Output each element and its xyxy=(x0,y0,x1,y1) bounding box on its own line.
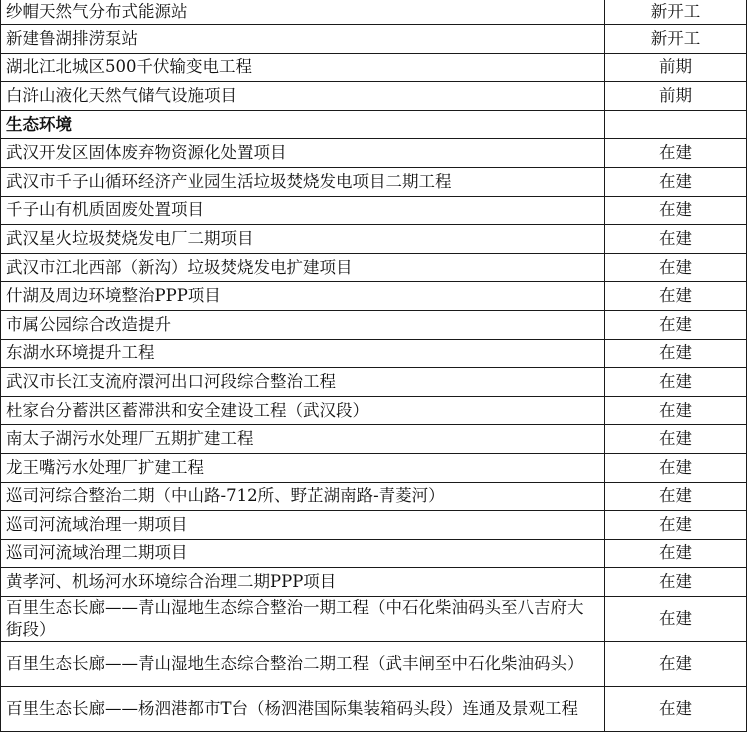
project-status: 在建 xyxy=(605,482,747,511)
table-row xyxy=(1,339,747,368)
project-name: 杜家台分蓄洪区蓄滞洪和安全建设工程（武汉段） xyxy=(1,396,605,425)
table-row xyxy=(1,568,747,597)
project-status: 在建 xyxy=(605,425,747,454)
project-name: 千子山有机质固废处置项目 xyxy=(1,196,605,225)
project-status: 在建 xyxy=(605,310,747,339)
project-name: 白浒山液化天然气储气设施项目 xyxy=(1,82,605,111)
table-row xyxy=(1,368,747,397)
project-name: 新建鲁湖排涝泵站 xyxy=(1,25,605,54)
project-status: 在建 xyxy=(605,453,747,482)
project-status: 在建 xyxy=(605,167,747,196)
project-status: 在建 xyxy=(605,253,747,282)
project-name: 百里生态长廊——杨泗港都市T台（杨泗港国际集装箱码头段）连通及景观工程 xyxy=(1,686,605,731)
project-status: 在建 xyxy=(605,196,747,225)
project-name: 巡司河综合整治二期（中山路-712所、野芷湖南路-青菱河） xyxy=(1,482,605,511)
project-name: 武汉星火垃圾焚烧发电厂二期项目 xyxy=(1,225,605,254)
table-row xyxy=(1,482,747,511)
project-name: 南太子湖污水处理厂五期扩建工程 xyxy=(1,425,605,454)
table-row xyxy=(1,453,747,482)
project-status: 前期 xyxy=(605,82,747,111)
section-title: 生态环境 xyxy=(1,110,605,139)
project-name: 湖北江北城区500千伏输变电工程 xyxy=(1,53,605,82)
project-status: 在建 xyxy=(605,511,747,540)
project-name: 市属公园综合改造提升 xyxy=(1,310,605,339)
section-status xyxy=(605,110,747,139)
project-status: 在建 xyxy=(605,396,747,425)
table-row xyxy=(1,53,747,82)
project-status: 在建 xyxy=(605,686,747,731)
table-row xyxy=(1,225,747,254)
table-row xyxy=(1,0,747,25)
project-status: 在建 xyxy=(605,368,747,397)
table-row xyxy=(1,167,747,196)
table-row xyxy=(1,641,747,686)
project-name: 纱帽天然气分布式能源站 xyxy=(1,0,605,25)
project-name: 武汉市江北西部（新沟）垃圾焚烧发电扩建项目 xyxy=(1,253,605,282)
table-row xyxy=(1,396,747,425)
project-name: 什湖及周边环境整治PPP项目 xyxy=(1,282,605,311)
project-name: 百里生态长廊——青山湿地生态综合整治二期工程（武丰闸至中石化柴油码头） xyxy=(1,641,605,686)
project-status: 在建 xyxy=(605,282,747,311)
project-status: 在建 xyxy=(605,596,747,641)
project-name: 龙王嘴污水处理厂扩建工程 xyxy=(1,453,605,482)
table-row xyxy=(1,196,747,225)
section-header-row xyxy=(1,110,747,139)
table-row xyxy=(1,253,747,282)
project-name: 巡司河流域治理二期项目 xyxy=(1,539,605,568)
table-row xyxy=(1,282,747,311)
project-name: 武汉市长江支流府澴河出口河段综合整治工程 xyxy=(1,368,605,397)
project-status: 在建 xyxy=(605,139,747,168)
project-status: 在建 xyxy=(605,225,747,254)
table-row xyxy=(1,425,747,454)
project-status: 在建 xyxy=(605,339,747,368)
table-row xyxy=(1,82,747,111)
table-row xyxy=(1,310,747,339)
table-row xyxy=(1,139,747,168)
table-row xyxy=(1,511,747,540)
project-name: 武汉开发区固体废弃物资源化处置项目 xyxy=(1,139,605,168)
project-status: 在建 xyxy=(605,641,747,686)
table-row xyxy=(1,25,747,54)
project-status: 新开工 xyxy=(605,0,747,25)
project-status: 在建 xyxy=(605,568,747,597)
project-name: 东湖水环境提升工程 xyxy=(1,339,605,368)
project-status: 在建 xyxy=(605,539,747,568)
project-status: 新开工 xyxy=(605,25,747,54)
project-name: 黄孝河、机场河水环境综合治理二期PPP项目 xyxy=(1,568,605,597)
project-status: 前期 xyxy=(605,53,747,82)
table-row xyxy=(1,686,747,731)
project-name: 武汉市千子山循环经济产业园生活垃圾焚烧发电项目二期工程 xyxy=(1,167,605,196)
table-row xyxy=(1,539,747,568)
project-name: 百里生态长廊——青山湿地生态综合整治一期工程（中石化柴油码头至八吉府大街段） xyxy=(1,596,605,641)
table-row xyxy=(1,596,747,641)
project-name: 巡司河流域治理一期项目 xyxy=(1,511,605,540)
